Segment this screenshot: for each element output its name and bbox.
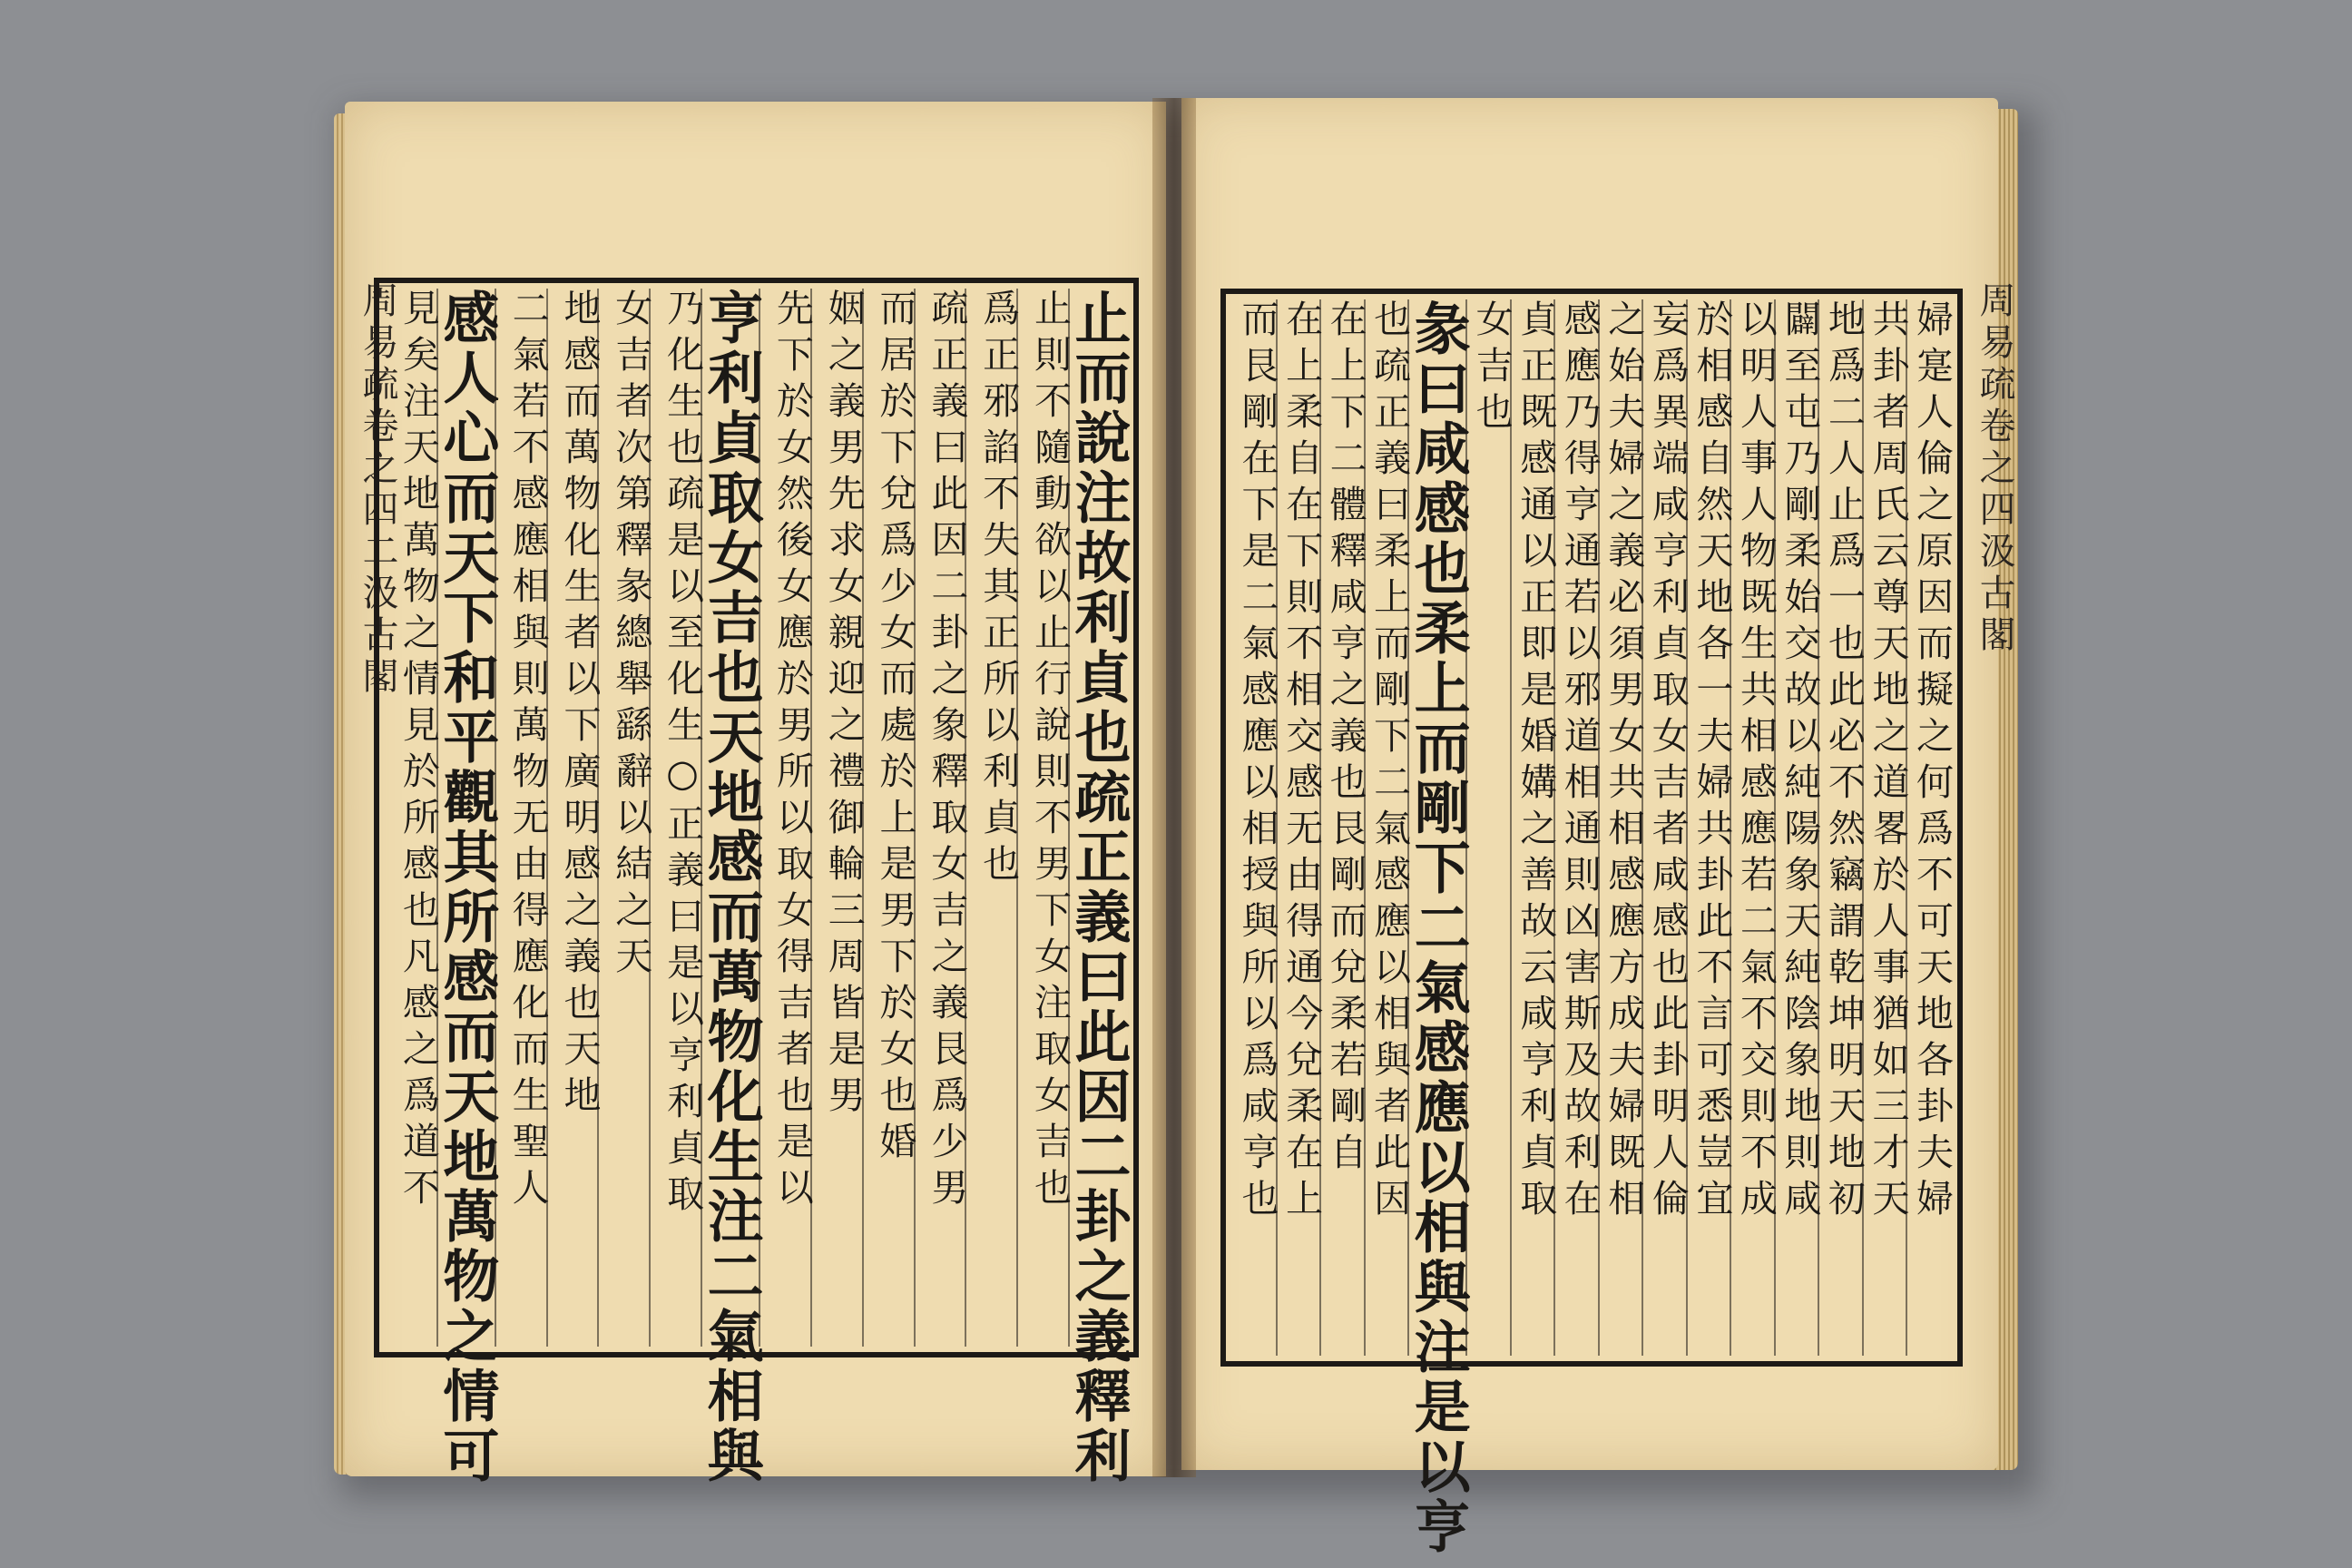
right-text-column: 貞正既感通以正即是婚媾之善故云咸亨利貞取 — [1510, 299, 1554, 1356]
left-text-column: 爲正邪諂不失其正所以利貞也 — [965, 289, 1016, 1347]
left-text-column: 亨利貞取女吉也天地感而萬物化生注二氣相與 — [698, 289, 765, 1486]
right-text-column: 妄爲異端咸亨利貞取女吉者咸感也此卦明人倫 — [1642, 299, 1686, 1356]
right-text-column: 以明人事人物既生共相感應若二氣不交則不成 — [1730, 299, 1774, 1356]
right-text-column: 於相感自然天地各一夫婦共卦此不言可悉豈宜 — [1686, 299, 1730, 1356]
left-text-column: 先下於女然後女應於男所以取女得吉者也是以 — [759, 289, 810, 1347]
right-text-column: 也疏正義曰柔上而剛下二氣感應以相與者此因 — [1364, 299, 1408, 1356]
right-text-columns — [1233, 299, 1954, 1557]
right-text-column: 而艮剛在下是二氣感應以相授與所以爲咸亨也 — [1235, 299, 1279, 1225]
left-text-column: 疏正義曰此因二卦之象釋取女吉之義艮爲少男 — [914, 289, 965, 1347]
left-text-columns — [387, 289, 1132, 1486]
left-text-column: 見矣注天地萬物之情見於所感也凡感之爲道不 — [396, 289, 440, 1214]
left-page-margin-text: 周易疏卷之四二汲古閣 — [357, 281, 398, 699]
right-text-column: 共卦者周氏云尊天地之道畧於人事猶如三才天 — [1862, 299, 1906, 1356]
right-text-frame — [1220, 289, 1963, 1557]
right-page-margin-text: 周易疏卷之四汲古閣 — [1974, 281, 2015, 657]
left-text-column: 女吉者次第釋彖總舉繇辭以結之天 — [597, 289, 649, 1347]
right-text-column: 在上下二體釋咸亨之義也艮剛而兌柔若剛自 — [1319, 299, 1364, 1356]
left-text-column: 而居於下兌爲少女而處於上是男下於女也婚 — [862, 289, 914, 1347]
right-text-column: 婦寔人倫之原因而擬之何爲不可天地各卦夫婦 — [1906, 299, 1950, 1356]
left-text-frame — [374, 278, 1139, 1486]
left-text-column: 感人心而天下和平觀其所感而天地萬物之情可 — [433, 289, 500, 1486]
right-text-column: 彖曰咸感也柔上而剛下二氣感應以相與注是以亨 — [1405, 299, 1472, 1557]
right-text-column: 地爲二人止爲一也此必不然竊謂乾坤明天地初 — [1818, 299, 1862, 1356]
book-gutter — [1152, 98, 1196, 1477]
right-text-column: 之始夫婦之義必須男女共相感應方成夫婦既相 — [1598, 299, 1642, 1356]
left-text-column: 止則不隨動欲以止行說則不男下女注取女吉也 — [1016, 289, 1068, 1347]
right-text-column: 女吉也 — [1465, 299, 1510, 1356]
left-text-column: 姻之義男先求女親迎之禮御輪三周皆是男 — [810, 289, 862, 1347]
left-text-column: 二氣若不感應相與則萬物无由得應化而生聖人 — [495, 289, 546, 1347]
left-text-column: 止而說注故利貞也疏正義曰此因二卦之義釋利 — [1064, 289, 1132, 1486]
right-text-column: 闢至屯乃剛柔始交故以純陽象天純陰象地則咸 — [1774, 299, 1818, 1356]
left-text-column: 地感而萬物化生者以下廣明感之義也天地 — [546, 289, 598, 1347]
right-text-column: 在上柔自在下則不相交感无由得通今兌柔在上 — [1276, 299, 1320, 1356]
left-text-column: 乃化生也疏是以至化生○正義曰是以亨利貞取 — [649, 289, 701, 1347]
right-text-column: 感應乃得亨通若以邪道相通則凶害斯及故利在 — [1553, 299, 1598, 1356]
